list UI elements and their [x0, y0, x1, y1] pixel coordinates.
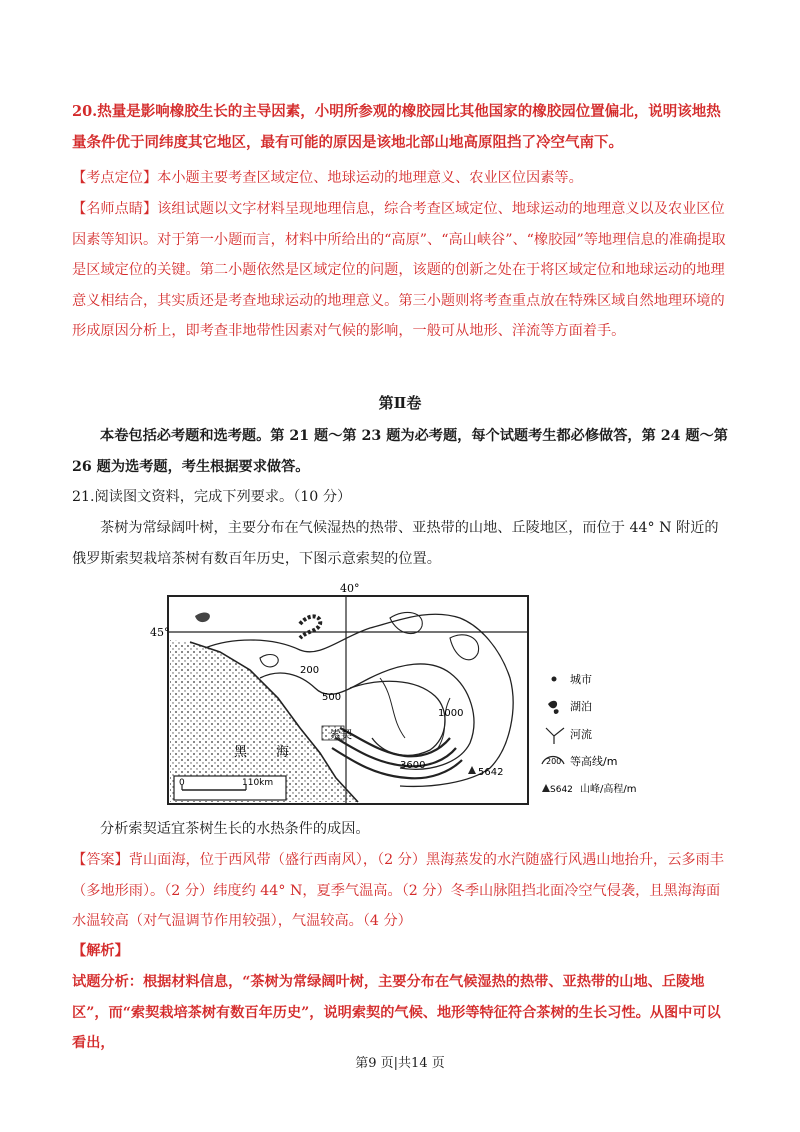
map-svg	[150, 578, 690, 808]
peak-label: 5642	[478, 767, 504, 778]
question-21-prompt: 分析索契适宜茶树生长的水热条件的成因。	[100, 821, 370, 837]
city-icon	[552, 677, 557, 682]
kaodian-tag: 【考点定位】	[72, 170, 158, 186]
legend-river: 河流	[570, 728, 592, 741]
mingshi-text: 该组试题以文字材料呈现地理信息，综合考查区域定位、地球运动的地理意义以及农业区位因素等知识。对于第一小题而言，材料中所给出的“高原”、“高山峡谷”、“橡胶园”等地理信息的准确提取是区域定位的关键。第二小题依然是区域定位的问题，该题的创新之处在于将区域定位和地球运动的地理意义相结合，其实质还是考查地球运动的地理意义。第三小题则将考查重点放在特殊区域自然地理环境的形成原因分析上，即考查非地带性因素对气候的影响，一般可从地形、洋流等方面着手。	[72, 201, 726, 339]
section-title: 第Ⅱ卷	[378, 394, 422, 412]
contour-label-3600: 3600	[400, 760, 426, 771]
legend-peak-value: S642	[550, 785, 573, 795]
lake-shape	[195, 612, 210, 622]
answer-tag: 【答案】	[72, 852, 129, 868]
page-footer: 第9 页|共14 页	[355, 1056, 445, 1071]
sochi-location-map	[150, 578, 690, 808]
analysis-text: 试题分析：根据材料信息，“茶树为常绿阔叶树，主要分布在气候湿热的热带、亚热带的山地、丘陵地区”，而“索契栽培茶树有数百年历史”，说明索契的气候、地形等特征符合茶树的生长习性。从图中可以看出，	[72, 974, 721, 1051]
contour-label-500: 500	[322, 692, 342, 703]
peak-marker	[468, 766, 476, 774]
section-intro: 本卷包括必考题和选考题。第 21 题～第 23 题为必考题，每个试题考生都必修做答，第 24 题～第 26 题为选考题，考生根据要求做答。	[72, 428, 728, 475]
lon-label: 40°	[340, 582, 360, 595]
mingshi-block	[72, 194, 732, 347]
lake-icon	[548, 701, 559, 714]
analysis-tag: 【解析】	[72, 943, 129, 959]
kaodian-text: 本小题主要考查区域定位、地球运动的地理意义、农业区位因素等。	[157, 170, 583, 186]
contour-3600-c	[332, 748, 462, 778]
legend-contour: 等高线/m	[570, 755, 618, 768]
sea-label-1: 黑	[234, 745, 248, 760]
scale-start: 0	[179, 778, 185, 788]
answer-text: 背山面海，位于西风带（盛行西南风），（2 分）黑海蒸发的水汽随盛行风遇山地抬升，云多雨丰（多地形雨）。（2 分）纬度约 44° N，夏季气温高。（2 分）冬季山脉阻挡北面冷空气侵袭，且黑海海面水温较高（对气温调节作用较强），气温较高。（4 分）	[72, 852, 724, 929]
question-21-stem: 21.阅读图文资料，完成下列要求。（10 分）	[72, 489, 352, 505]
question-20	[72, 96, 732, 158]
contour-1000	[350, 681, 445, 755]
legend-city: 城市	[570, 673, 592, 686]
contour-small-1	[260, 655, 278, 667]
kaodian-block	[72, 163, 732, 194]
contour-3600-a	[340, 728, 450, 756]
answer-block	[72, 845, 732, 937]
lake-chain	[300, 616, 320, 638]
peak-icon	[542, 784, 550, 792]
river-icon	[546, 728, 564, 744]
contour-label-200: 200	[300, 665, 320, 676]
contour-label-1000: 1000	[438, 708, 464, 719]
question-21-material: 茶树为常绿阔叶树，主要分布在气候湿热的热带、亚热带的山地、丘陵地区，而位于 44° N 附近的俄罗斯索契栽培茶树有数百年历史，下图示意索契的位置。	[72, 520, 719, 567]
contour-small-3	[450, 635, 479, 660]
legend-lake: 湖泊	[570, 700, 592, 713]
question-20-text: 20.热量是影响橡胶生长的主导因素，小明所参观的橡胶园比其他国家的橡胶园位置偏北，说明该地热量条件优于同纬度其它地区，最有可能的原因是该地北部山地高原阻挡了冷空气南下。	[72, 103, 721, 151]
city-label: 索契	[330, 728, 352, 741]
legend-contour-value: 200	[546, 757, 562, 766]
lat-label: 45°	[150, 626, 170, 639]
scale-end: 110km	[242, 778, 274, 788]
map-legend	[542, 673, 636, 795]
mingshi-tag: 【名师点睛】	[72, 201, 158, 217]
river-1	[380, 678, 405, 738]
sea-label-2: 海	[276, 745, 290, 760]
legend-peak: 山峰/高程/m	[580, 784, 637, 795]
